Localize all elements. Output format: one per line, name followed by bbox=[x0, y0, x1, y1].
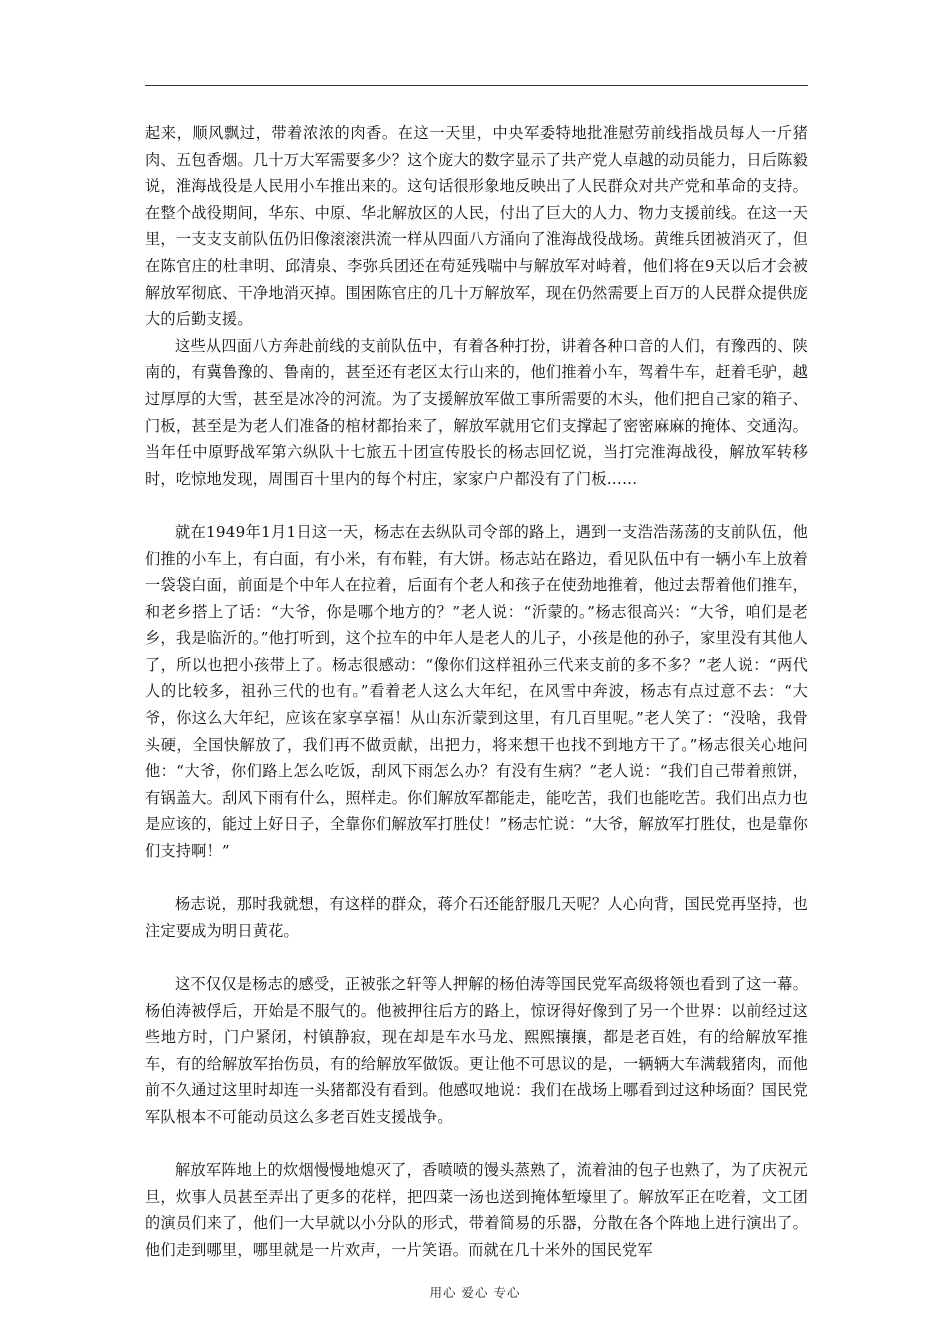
paragraph-spacer bbox=[145, 1131, 808, 1158]
paragraph-1: 起来，顺风飘过，带着浓浓的肉香。在这一天里，中央军委特地批准慰劳前线指战员每人一斤猪肉、五包香烟。几十万大军需要多少？这个庞大的数字显示了共产党人卓越的动员能力，日后陈毅说，淮海战役是人民用小车推出来的。这句话很形象地反映出了人民群众对共产党和革命的支持。在整个战役期间，华东、中原、华北解放区的人民，付出了巨大的人力、物力支援前线。在这一天里，一支支支前队伍仍旧像滚滚洪流一样从四面八方涌向了淮海战役战场。黄维兵团被消灭了，但在陈官庄的杜聿明、邱清泉、李弥兵团还在苟延残喘中与解放军对峙着，他们将在9天以后才会被解放军彻底、干净地消灭掉。围困陈官庄的几十万解放军，现在仍然需要上百万的人民群众提供庞大的后勤支援。 bbox=[145, 124, 808, 329]
paragraph-6: 解放军阵地上的炊烟慢慢地熄灭了，香喷喷的馒头蒸熟了，流着油的包子也熟了，为了庆祝元旦，炊事人员甚至弄出了更多的花样，把四菜一汤也送到掩体堑壕里了。解放军正在吃着，文工团的演员们来了，他们一大早就以小分队的形式，带着简易的乐器，分散在各个阵地上进行演出了。他们走到哪里，哪里就是一片欢声，一片笑语。而就在几十米外的国民党军 bbox=[145, 1161, 808, 1259]
page-footer: 用心 爱心 专心 bbox=[429, 1285, 521, 1300]
paragraph-5: 这不仅仅是杨志的感受，正被张之轩等人押解的杨伯涛等国民党军高级将领也看到了这一幕。杨伯涛被俘后，开始是不服气的。他被押往后方的路上，惊讶得好像到了另一个世界：以前经过这些地方时，门户紧闭，村镇静寂，现在却是车水马龙、熙熙攘攘，都是老百姓，有的给解放军推车，有的给解放军抬伤员，有的给解放军做饭。更让他不可思议的是，一辆辆大车满载猪肉，而他前不久通过这里时却连一头猪都没有看到。他感叹地说：我们在战场上哪看到过这种场面？国民党军队根本不可能动员这么多老百姓支援战争。 bbox=[145, 975, 808, 1126]
header-rule bbox=[145, 85, 808, 86]
document-body bbox=[145, 120, 808, 1264]
paragraph-spacer bbox=[145, 944, 808, 971]
paragraph-3: 就在1949年1月1日这一天，杨志在去纵队司令部的路上，遇到一支浩浩荡荡的支前队伍，他们推的小车上，有白面，有小米，有布鞋，有大饼。杨志站在路边，看见队伍中有一辆小车上放着一袋袋白面，前面是个中年人在拉着，后面有个老人和孩子在使劲地推着，他过去帮着他们推车，和老乡搭上了话：“大爷，你是哪个地方的？”老人说：“沂蒙的。”杨志很高兴：“大爷，咱们是老乡，我是临沂的。”他打听到，这个拉车的中年人是老人的儿子，小孩是他的孙子，家里没有其他人了，所以也把小孩带上了。杨志很感动：“像你们这样祖孙三代来支前的多不多？”老人说：“两代人的比较多，祖孙三代的也有。”看着老人这么大年纪，在风雪中奔波，杨志有点过意不去：“大爷，你这么大年纪，应该在家享享福！从山东沂蒙到这里，有几百里呢。”老人笑了：“没啥，我骨头硬，全国快解放了，我们再不做贡献，出把力，将来想干也找不到地方干了。”杨志很关心地问他：“大爷，你们路上怎么吃饭，刮风下雨怎么办？有没有生病？”老人说：“我们自己带着煎饼，有锅盖大。刮风下雨有什么，照样走。你们解放军都能走，能吃苦，我们也能吃苦。我们出点力也是应该的，能过上好日子，全靠你们解放军打胜仗！”杨志忙说：“大爷，解放军打胜仗，也是靠你们支持啊！” bbox=[145, 522, 808, 861]
paragraph-2: 这些从四面八方奔赴前线的支前队伍中，有着各种打扮，讲着各种口音的人们，有豫西的、陕南的，有冀鲁豫的、鲁南的，甚至还有老区太行山来的，他们推着小车，驾着牛车，赶着毛驴，越过厚厚的大雪，甚至是冰冷的河流。为了支援解放军做工事所需要的木头，他们把自己家的箱子、门板，甚至是为老人们准备的棺材都抬来了，解放军就用它们支撑起了密密麻麻的掩体、交通沟。当年任中原野战军第六纵队十七旅五十团宣传股长的杨志回忆说，当打完淮海战役，解放军转移时，吃惊地发现，周围百十里内的每个村庄，家家户户都没有了门板…… bbox=[145, 336, 808, 488]
paragraph-spacer bbox=[145, 492, 808, 519]
paragraph-4: 杨志说，那时我就想，有这样的群众，蒋介石还能舒服几天呢？人心向背，国民党再坚持，也注定要成为明日黄花。 bbox=[145, 895, 808, 940]
paragraph-spacer bbox=[145, 865, 808, 892]
